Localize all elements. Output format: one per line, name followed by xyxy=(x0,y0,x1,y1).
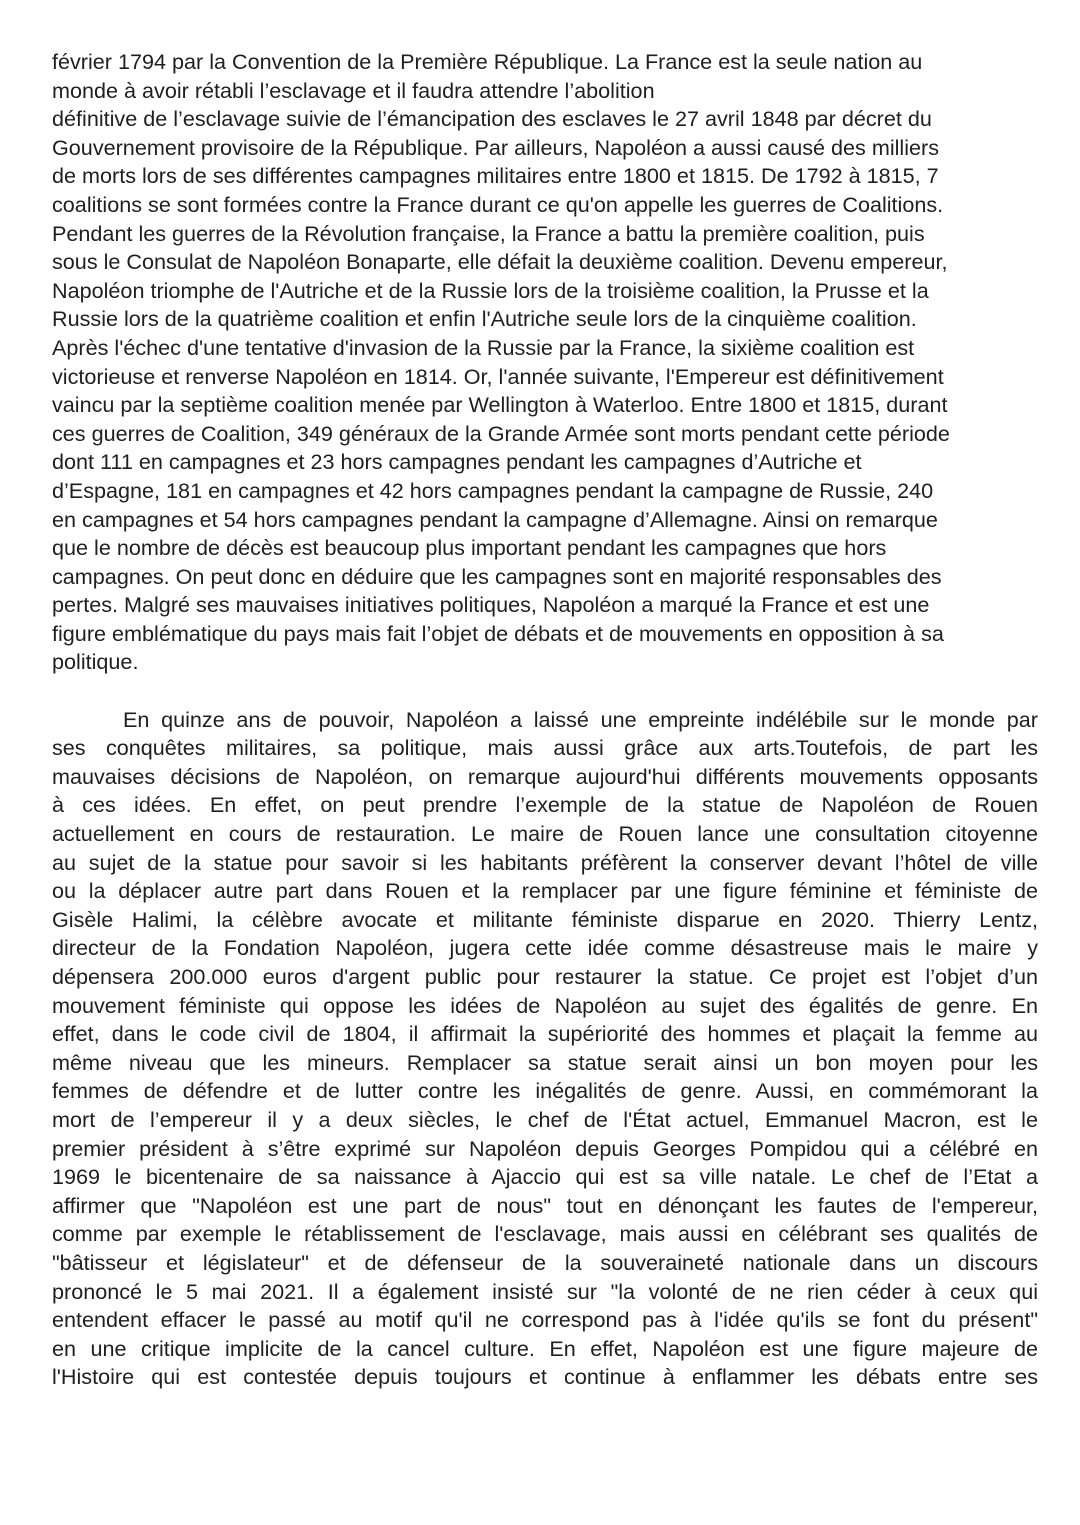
text-line: campagnes. On peut donc en déduire que les campagnes sont en majorité responsables des xyxy=(52,563,942,589)
text-line: premier président à s’être exprimé sur Napoléon depuis Georges Pompidou qui a célébré en xyxy=(52,1135,1038,1161)
paragraph-2 xyxy=(52,706,1038,1392)
text-line: février 1794 par la Convention de la Première République. La France est la seule nation au xyxy=(52,49,923,74)
text-line: mauvaises décisions de Napoléon, on remarque aujourd'hui différents mouvements opposants xyxy=(52,763,1038,789)
text-line: mort de l’empereur il y a deux siècles, le chef de l'État actuel, Emmanuel Macron, est le xyxy=(52,1106,1038,1132)
text-line: que le nombre de décès est beaucoup plus important pendant les campagnes que hors xyxy=(52,535,887,561)
text-line: "bâtisseur et législateur" et de défenseur de la souveraineté nationale dans un discours xyxy=(52,1249,1038,1275)
text-line: à ces idées. En effet, on peut prendre l’exemple de la statue de Napoléon de Rouen xyxy=(52,792,1038,818)
text-line: victorieuse et renverse Napoléon en 1814. Or, l'année suivante, l'Empereur est définitivement xyxy=(52,363,944,389)
text-line: Pendant les guerres de la Révolution française, la France a battu la première coalition, puis xyxy=(52,220,925,246)
text-line: mouvement féministe qui oppose les idées de Napoléon au sujet des égalités de genre. En xyxy=(52,992,1038,1018)
text-line: femmes de défendre et de lutter contre les inégalités de genre. Aussi, en commémorant la xyxy=(52,1078,1038,1104)
text-line: Gisèle Halimi, la célèbre avocate et militante féministe disparue en 2020. Thierry Lentz, xyxy=(52,906,1038,932)
text-line: dont 111 en campagnes et 23 hors campagnes pendant les campagnes d’Autriche et xyxy=(52,449,862,475)
text-line: coalitions se sont formées contre la France durant ce qu'on appelle les guerres de Coalitions. xyxy=(52,191,944,217)
text-line: en une critique implicite de la cancel culture. En effet, Napoléon est une figure majeure de xyxy=(52,1335,1038,1361)
text-line: l'Histoire qui est contestée depuis toujours et continue à enflammer les débats entre ses xyxy=(52,1364,1038,1390)
text-line: actuellement en cours de restauration. Le maire de Rouen lance une consultation citoyenne xyxy=(52,821,1038,847)
text-line: prononcé le 5 mai 2021. Il a également insisté sur "la volonté de ne rien céder à ceux qui xyxy=(52,1278,1038,1304)
text-line: 1969 le bicentenaire de sa naissance à Ajaccio qui est sa ville natale. Le chef de l’Etat a xyxy=(52,1164,1038,1190)
text-line: effet, dans le code civil de 1804, il affirmait la supériorité des hommes et plaçait la femme au xyxy=(52,1021,1038,1047)
text-line: d’Espagne, 181 en campagnes et 42 hors campagnes pendant la campagne de Russie, 240 xyxy=(52,477,934,503)
text-line: pertes. Malgré ses mauvaises initiatives politiques, Napoléon a marqué la France et est une xyxy=(52,592,930,618)
text-line: ses conquêtes militaires, sa politique, mais aussi grâce aux arts.Toutefois, de part les xyxy=(52,735,1038,761)
text-line: comme par exemple le rétablissement de l'esclavage, mais aussi en célébrant ses qualités de xyxy=(52,1221,1038,1247)
text-line: affirmer que "Napoléon est une part de nous" tout en dénonçant les fautes de l'empereur, xyxy=(52,1192,1038,1218)
text-line: définitive de l’esclavage suivie de l’émancipation des esclaves le 27 avril 1848 par décret du xyxy=(52,106,932,132)
text-line: figure emblématique du pays mais fait l’objet de débats et de mouvements en opposition à sa xyxy=(52,620,944,646)
text-line: entendent effacer le passé au motif qu'il ne correspond pas à l'idée qu'ils se font du présent" xyxy=(52,1307,1038,1333)
paragraph-1 xyxy=(52,48,1038,677)
text-line: Gouvernement provisoire de la République. Par ailleurs, Napoléon a aussi causé des milliers xyxy=(52,134,940,160)
text-line: sous le Consulat de Napoléon Bonaparte, elle défait la deuxième coalition. Devenu empereur, xyxy=(52,249,948,275)
text-line: dépensera 200.000 euros d'argent public pour restaurer la statue. Ce projet est l’objet d’un xyxy=(52,964,1038,989)
text-line: en campagnes et 54 hors campagnes pendant la campagne d’Allemagne. Ainsi on remarque xyxy=(52,506,938,532)
document-page xyxy=(52,48,1038,1392)
text-line: vaincu par la septième coalition menée par Wellington à Waterloo. Entre 1800 et 1815, durant xyxy=(52,392,948,418)
text-line: même niveau que les mineurs. Remplacer sa statue serait ainsi un bon moyen pour les xyxy=(52,1049,1038,1075)
text-line: Après l'échec d'une tentative d'invasion de la Russie par la France, la sixième coalition est xyxy=(52,334,915,360)
text-line: de morts lors de ses différentes campagnes militaires entre 1800 et 1815. De 1792 à 1815, 7 xyxy=(52,163,939,189)
text-line: ou la déplacer autre part dans Rouen et la remplacer par une figure féminine et féministe de xyxy=(52,878,1038,904)
text-line: politique. xyxy=(52,649,139,675)
text-line: monde à avoir rétabli l’esclavage et il faudra attendre l’abolition xyxy=(52,77,655,103)
text-line: Russie lors de la quatrième coalition et enfin l'Autriche seule lors de la cinquième coalition. xyxy=(52,306,917,332)
text-line: directeur de la Fondation Napoléon, jugera cette idée comme désastreuse mais le maire y xyxy=(52,935,1038,961)
text-line: au sujet de la statue pour savoir si les habitants préfèrent la conserver devant l’hôtel de ville xyxy=(52,849,1038,875)
text-line: ces guerres de Coalition, 349 généraux de la Grande Armée sont morts pendant cette période xyxy=(52,420,950,446)
text-line: En quinze ans de pouvoir, Napoléon a laissé une empreinte indélébile sur le monde par xyxy=(123,706,1038,732)
text-line: Napoléon triomphe de l'Autriche et de la Russie lors de la troisième coalition, la Prusse et la xyxy=(52,277,929,303)
